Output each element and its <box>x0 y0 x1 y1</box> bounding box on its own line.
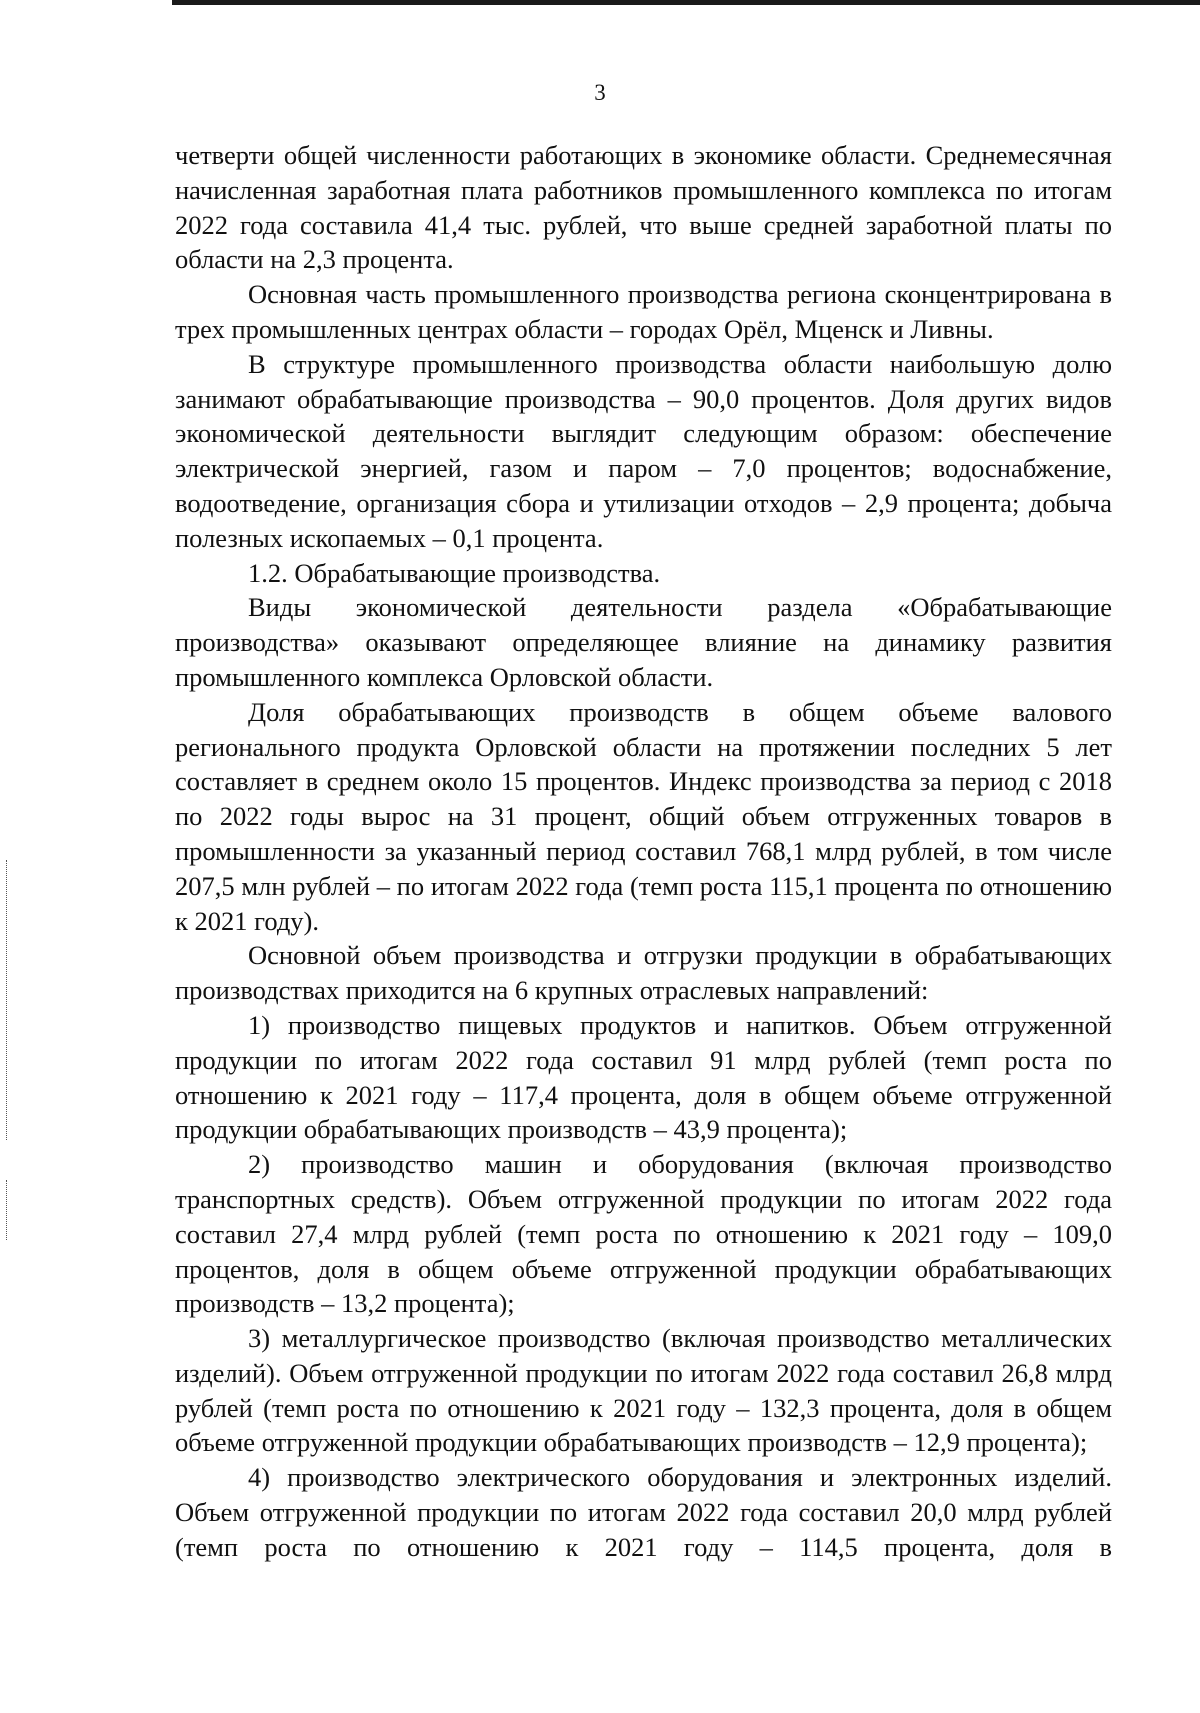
paragraph-continuation: четверти общей численности работающих в экономике области. Среднемесячная начисленная заработная плата работников промышленного комплекса по итогам 2022 года составила 41,4 тыс. рублей, что выше средней заработной платы по области на 2,3 процента. <box>175 140 1112 275</box>
paragraph-industry-structure: В структуре промышленного производства области наибольшую долю занимают обрабатывающие производства – 90,0 процентов. Доля других видов экономической деятельности выглядит следующим образом: обеспечение электрической энергией, газом и паром – 7,0 процентов; водоснабжение, водоотведение, организация сбора и утилизации отходов – 2,9 процента; добыча полезных ископаемых – 0,1 процента. <box>175 348 1112 553</box>
paragraph-industrial-centers: Основная часть промышленного производства региона сконцентрирована в трех промышленных центрах области – городах Орёл, Мценск и Ливны. <box>175 279 1112 344</box>
scan-margin-marks <box>6 860 7 1140</box>
document-body <box>175 138 1112 1565</box>
paragraph-manufacturing-influence: Виды экономической деятельности раздела «Обрабатывающие производства» оказывают определяющее влияние на динамику развития промышленного комплекса Орловской области. <box>175 592 1112 692</box>
paragraph-main-directions: Основной объем производства и отгрузки продукции в обрабатывающих производствах приходится на 6 крупных отраслевых направлений: <box>175 940 1112 1006</box>
page-number: 3 <box>594 80 606 105</box>
list-item-electrical: 4) производство электрического оборудования и электронных изделий. Объем отгруженной продукции по итогам 2022 года составил 20,0 млрд рублей (темп роста по отношению к 2021 году – 114,5 процента, доля в <box>175 1462 1112 1562</box>
list-item-food: 1) производство пищевых продуктов и напитков. Объем отгруженной продукции по итогам 2022 года составил 91 млрд рублей (темп роста по отношению к 2021 году – 117,4 процента, доля в общем объеме отгруженной продукции обрабатывающих производств – 43,9 процента); <box>175 1009 1112 1145</box>
list-item-metallurgy: 3) металлургическое производство (включая производство металлических изделий). Объем отгруженной продукции по итогам 2022 года составил 26,8 млрд рублей (темп роста по отношению к 2021 году – 132,3 процента, доля в общем объеме отгруженной продукции обрабатывающих производств – 12,9 процента); <box>175 1323 1112 1458</box>
list-item-machinery: 2) производство машин и оборудования (включая производство транспортных средств). Объем отгруженной продукции по итогам 2022 года составил 27,4 млрд рублей (темп роста по отношению к 2021 году – 109,0 процентов, доля в общем объеме отгруженной продукции обрабатывающих производств – 13,2 процента); <box>175 1149 1112 1319</box>
section-heading-manufacturing: 1.2. Обрабатывающие производства. <box>248 557 661 588</box>
scan-top-edge <box>172 0 1200 5</box>
paragraph-manufacturing-share: Доля обрабатывающих производств в общем объеме валового регионального продукта Орловской области на протяжении последних 5 лет составляет в среднем около 15 процентов. Индекс производства за период с 2018 по 2022 годы вырос на 31 процент, общий объем отгруженных товаров в промышленности за указанный период составил 768,1 млрд рублей, в том числе 207,5 млн рублей – по итогам 2022 года (темп роста 115,1 процента по отношению к 2021 году). <box>175 696 1112 936</box>
scan-margin-marks-lower <box>6 1180 7 1240</box>
